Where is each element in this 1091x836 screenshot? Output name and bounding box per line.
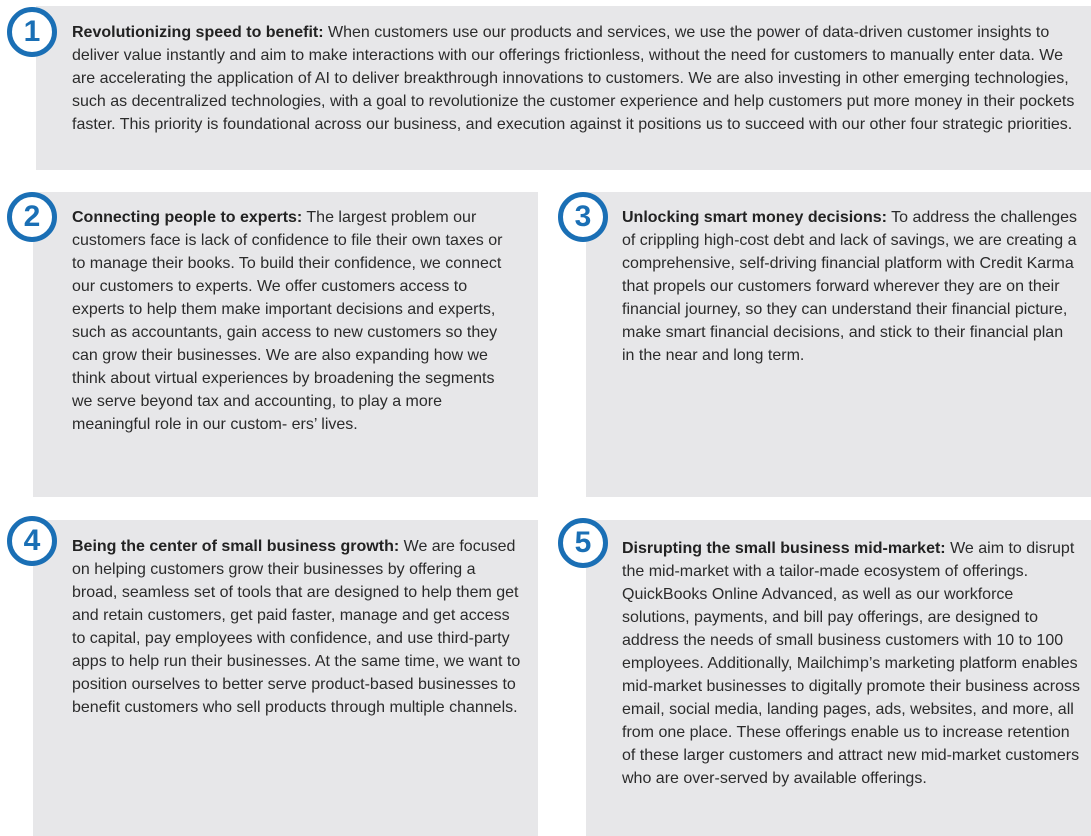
- priority-3-number-badge: 3: [558, 192, 608, 242]
- priority-1-body: When customers use our products and services, we use the power of data-driven customer insights to deliver value instantly and aim to make interactions with our offerings frictionless, without the need for customers to manually enter data. We are accelerating the application of AI to deliver breakthrough innovations to customers. We are also investing in other emerging technologies, such as decentralized technologies, with a goal to revolutionize the customer experience and help customers put more money in their pockets faster. This priority is foundational across our business, and execution against it positions us to succeed with our other four strategic priorities.: [72, 24, 1075, 133]
- priority-4-text: [72, 535, 524, 719]
- priority-4-body: We are focused on helping customers grow their businesses by offering a broad, seamless set of tools that are designed to help them get and retain customers, get paid faster, manage and get access to capital, pay employees with confidence, and use third-party apps to help run their businesses. At the same time, we want to position ourselves to better serve product-based businesses to benefit customers who sell products through multiple channels.: [72, 538, 521, 716]
- priority-3-text: [622, 206, 1077, 367]
- priority-4-title: Being the center of small business growth:: [72, 538, 400, 555]
- priority-2-title: Connecting people to experts:: [72, 209, 303, 226]
- priority-1-number-badge: 1: [7, 7, 57, 57]
- priority-2-number-badge: 2: [7, 192, 57, 242]
- priority-1-title: Revolutionizing speed to benefit:: [72, 24, 324, 41]
- priority-3-title: Unlocking smart money decisions:: [622, 209, 887, 226]
- priority-2-text: [72, 206, 518, 436]
- priority-5-text: [622, 537, 1080, 790]
- priority-5-number-badge: 5: [558, 518, 608, 568]
- priority-1-text: [72, 21, 1084, 136]
- priority-2-body: The largest problem our customers face is lack of confidence to file their own taxes or to manage their books. To build their confidence, we connect our customers to experts. We offer customers access to experts to help them make important decisions and experts, such as accountants, gain access to new customers so they can grow their businesses. We are also expanding how we think about virtual experiences by broadening the segments we serve beyond tax and accounting, to play a more meaningful role in our custom- ers’ lives.: [72, 209, 503, 433]
- priority-5-body: We aim to disrupt the mid-market with a tailor-made ecosystem of offerings. QuickBooks Online Advanced, as well as our workforce solutions, payments, and bill pay offerings, are designed to address the needs of small business customers with 10 to 100 employees. Additionally, Mailchimp’s marketing platform enables mid-market businesses to digitally promote their business across email, social media, landing pages, ads, websites, and more, all from one place. These offerings enable us to increase retention of these larger customers and attract new mid-market customers who are over-served by available offerings.: [622, 540, 1080, 787]
- priority-3-body: To address the challenges of crippling high-cost debt and lack of savings, we are creating a comprehensive, self-driving financial platform with Credit Karma that propels our customers forward wherever they are on their financial journey, so they can understand their financial picture, make smart financial decisions, and stick to their financial plan in the near and long term.: [622, 209, 1078, 364]
- priority-5-title: Disrupting the small business mid-market:: [622, 540, 946, 557]
- priority-4-number-badge: 4: [7, 516, 57, 566]
